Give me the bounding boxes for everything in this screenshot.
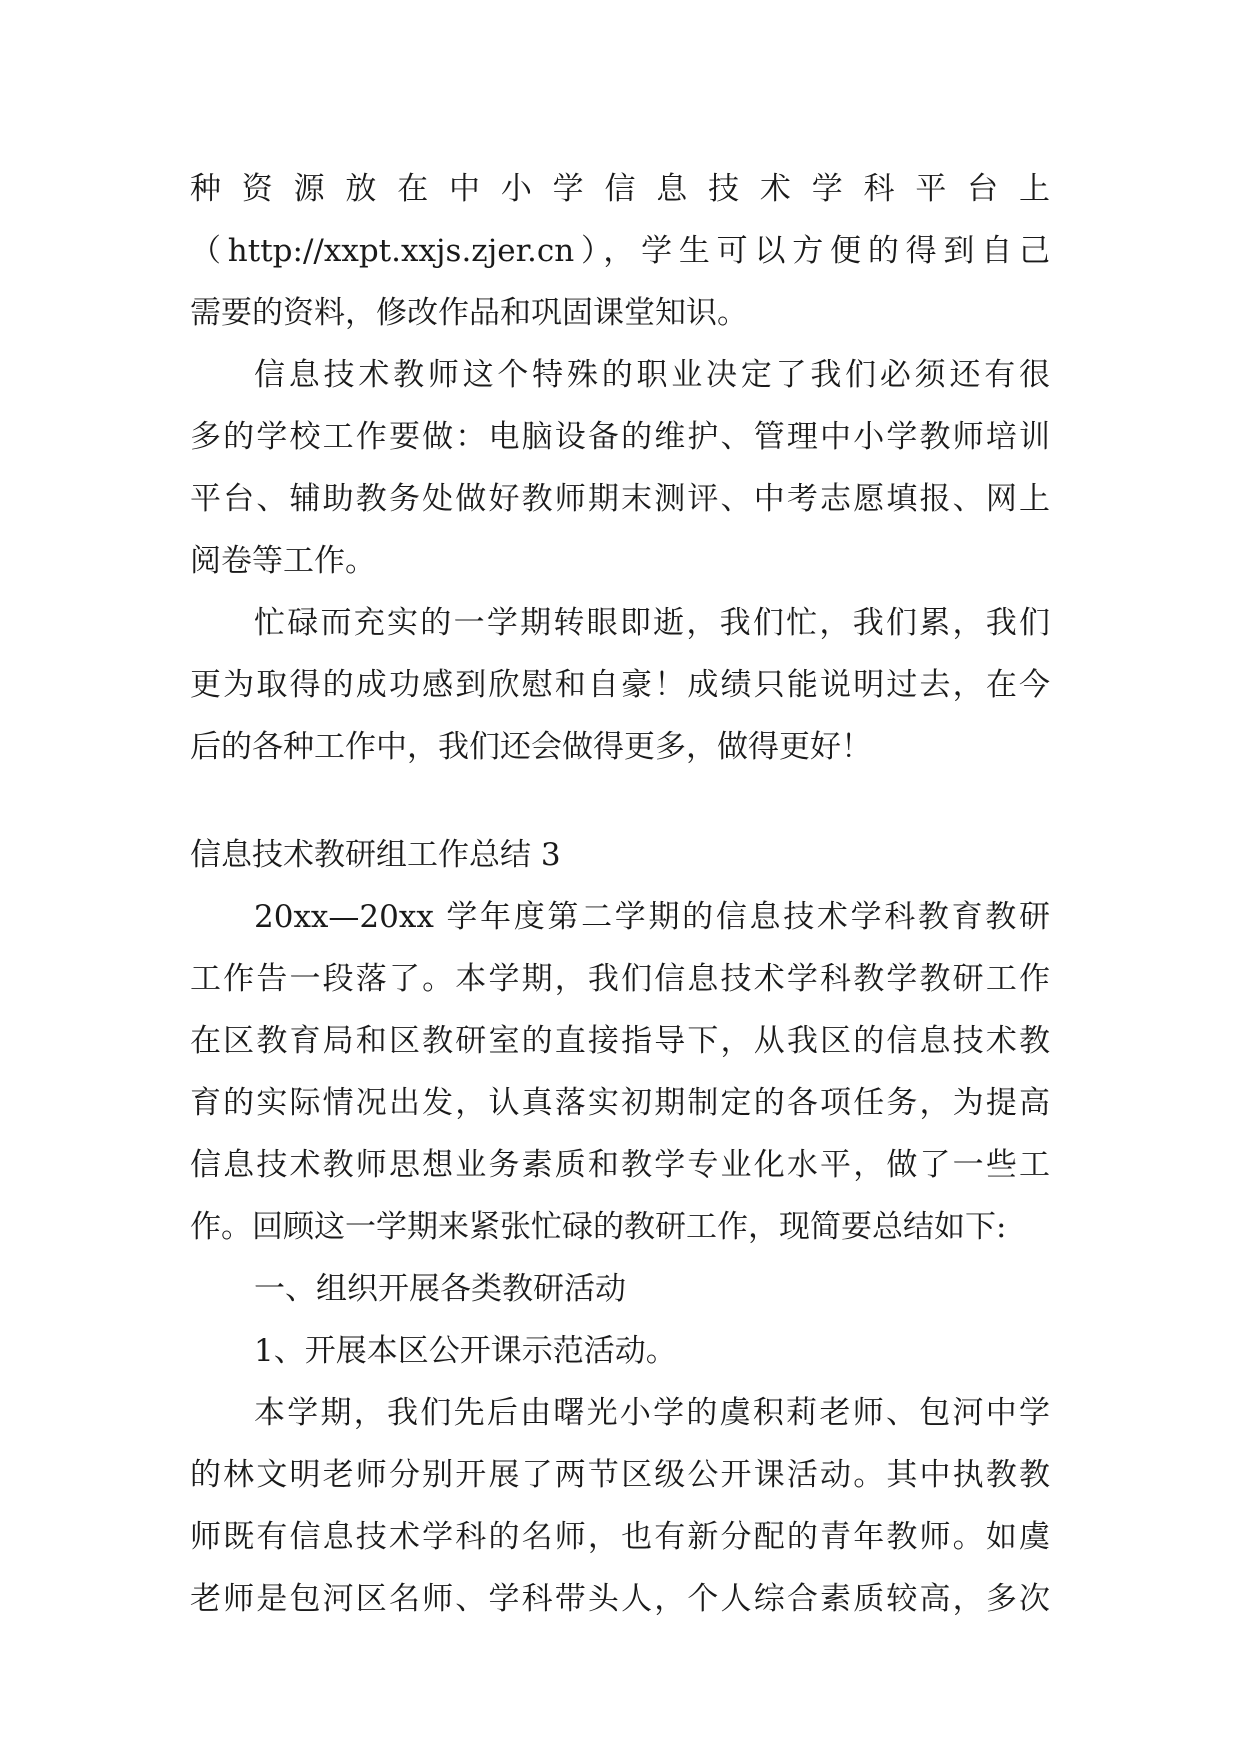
text-line: 平台、辅助教务处做好教师期末测评、中考志愿填报、网上 — [190, 481, 1050, 517]
text-line: 20xx—20xx 学年度第二学期的信息技术学科教育教研 — [254, 899, 1050, 935]
text-line: 师既有信息技术学科的名师，也有新分配的青年教师。如虞 — [190, 1519, 1050, 1555]
text-line: 在区教育局和区教研室的直接指导下，从我区的信息技术教 — [190, 1023, 1050, 1059]
heading-level-1: 一、组织开展各类教研活动 — [254, 1271, 626, 1307]
text-line: 需要的资料，修改作品和巩固课堂知识。 — [190, 295, 748, 331]
text-line: 阅卷等工作。 — [190, 543, 376, 579]
paragraph-duties — [190, 344, 1050, 592]
text-line: 本学期，我们先后由曙光小学的虞积莉老师、包河中学 — [254, 1395, 1050, 1431]
paragraph-resources — [190, 158, 1050, 344]
text-line: 育的实际情况出发，认真落实初期制定的各项任务，为提高 — [190, 1085, 1050, 1121]
text-line: （http://xxpt.xxjs.zjer.cn），学生可以方便的得到自己 — [190, 233, 1050, 269]
text-line: 种资源放在中小学信息技术学科平台上 — [190, 171, 1050, 207]
paragraph-closing — [190, 592, 1050, 778]
text-line: 老师是包河区名师、学科带头人，个人综合素质较高，多次 — [190, 1581, 1050, 1617]
section-title: 信息技术教研组工作总结 3 — [190, 837, 561, 873]
text-line: 信息技术教师这个特殊的职业决定了我们必须还有很 — [254, 357, 1050, 393]
text-line: 多的学校工作要做：电脑设备的维护、管理中小学教师培训 — [190, 419, 1050, 455]
document-page — [190, 158, 1050, 1630]
paragraph-intro — [190, 886, 1050, 1258]
text-line: 工作告一段落了。本学期，我们信息技术学科教学教研工作 — [190, 961, 1050, 997]
text-line: 更为取得的成功感到欣慰和自豪！成绩只能说明过去，在今 — [190, 667, 1050, 703]
paragraph-open-class — [190, 1382, 1050, 1630]
text-line: 忙碌而充实的一学期转眼即逝，我们忙，我们累，我们 — [254, 605, 1050, 641]
text-line: 信息技术教师思想业务素质和教学专业化水平，做了一些工 — [190, 1147, 1050, 1183]
section-spacer — [190, 778, 1050, 824]
text-line: 的林文明老师分别开展了两节区级公开课活动。其中执教教 — [190, 1457, 1050, 1493]
text-line: 后的各种工作中，我们还会做得更多，做得更好！ — [190, 729, 872, 765]
text-line: 作。回顾这一学期来紧张忙碌的教研工作，现简要总结如下: — [190, 1209, 1007, 1245]
heading-level-2: 1、开展本区公开课示范活动。 — [254, 1333, 677, 1369]
